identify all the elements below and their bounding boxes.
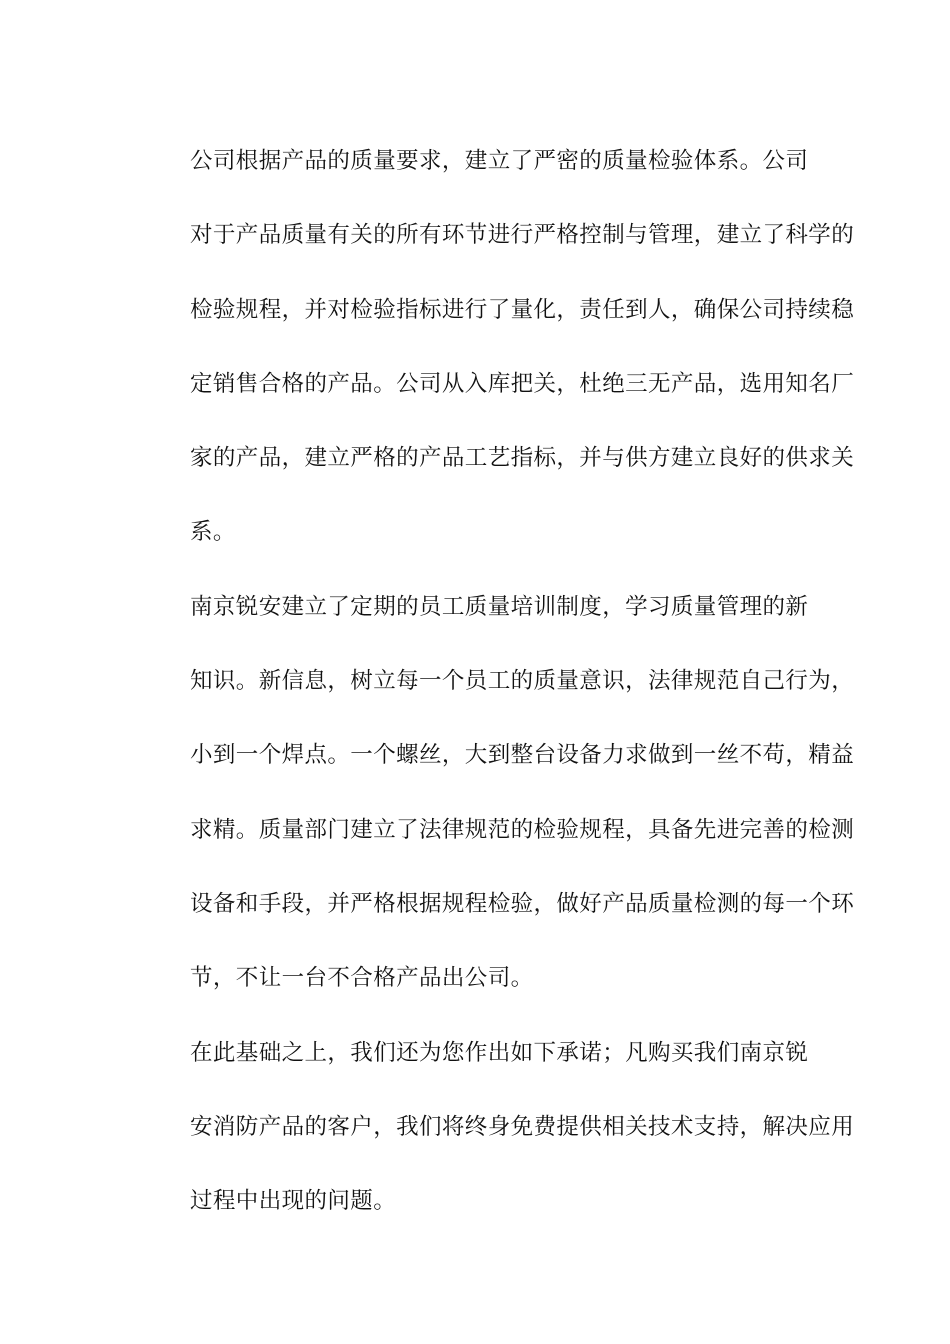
paragraph-line: 检验规程，并对检验指标进行了量化，责任到人，确保公司持续稳 — [190, 296, 855, 323]
paragraph-line: 求精。质量部门建立了法律规范的检验规程，具备先进完善的检测 — [190, 816, 855, 843]
paragraph-line: 定销售合格的产品。公司从入库把关，杜绝三无产品，选用知名厂 — [190, 370, 855, 397]
paragraph-line: 设备和手段，并严格根据规程检验，做好产品质量检测的每一个环 — [190, 890, 855, 917]
document-body — [145, 124, 855, 1238]
paragraph-line: 家的产品，建立严格的产品工艺指标，并与供方建立良好的供求关 — [190, 445, 855, 472]
paragraph-line: 在此基础之上，我们还为您作出如下承诺；凡购买我们南京锐 — [190, 1039, 809, 1066]
paragraph-line: 南京锐安建立了定期的员工质量培训制度，学习质量管理的新 — [190, 593, 809, 620]
paragraph-line: 节，不让一台不合格产品出公司。 — [190, 965, 534, 992]
paragraph-line: 对于产品质量有关的所有环节进行严格控制与管理，建立了科学的 — [190, 222, 855, 249]
paragraph-staff-training — [145, 570, 855, 1016]
paragraph-line: 过程中出现的问题。 — [190, 1188, 397, 1215]
paragraph-line: 小到一个焊点。一个螺丝，大到整台设备力求做到一丝不苟，精益 — [190, 742, 855, 769]
paragraph-quality-inspection — [145, 124, 855, 570]
paragraph-line: 系。 — [190, 519, 236, 546]
paragraph-line: 知识。新信息，树立每一个员工的质量意识，法律规范自己行为， — [190, 668, 855, 695]
paragraph-line: 安消防产品的客户，我们将终身免费提供相关技术支持，解决应用 — [190, 1113, 855, 1140]
paragraph-commitment — [145, 1016, 855, 1239]
paragraph-line: 公司根据产品的质量要求，建立了严密的质量检验体系。公司 — [190, 148, 809, 174]
